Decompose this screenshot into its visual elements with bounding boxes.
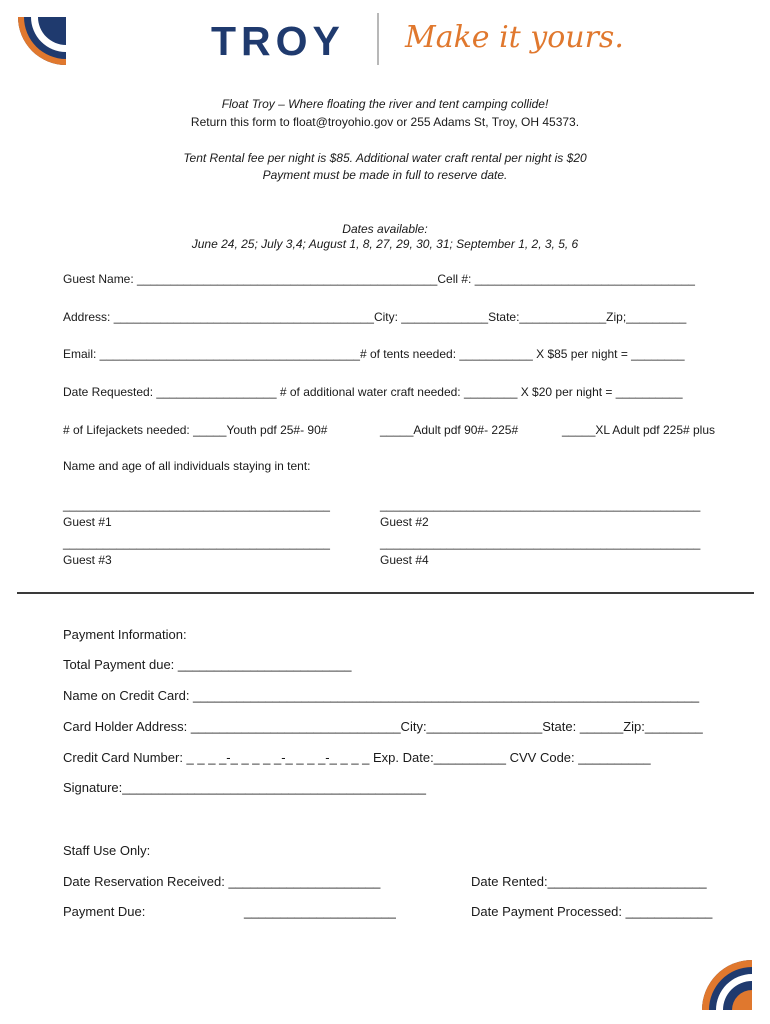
header-payment-note: Payment must be made in full to reserve date.	[262, 168, 508, 182]
date-reservation-received-field[interactable]: Date Reservation Received: _____________________	[63, 874, 381, 889]
guest-2-label: Guest #2	[380, 515, 429, 529]
name-on-card-field[interactable]: Name on Credit Card: ______________________________________________________________________	[63, 688, 700, 703]
payment-due-line[interactable]: _____________________	[244, 904, 396, 919]
staff-heading: Staff Use Only:	[63, 843, 151, 858]
guest-4-line[interactable]: ________________________________________________	[380, 536, 701, 550]
troy-corner-logo-icon	[18, 17, 66, 65]
payment-heading: Payment Information:	[63, 627, 187, 642]
lifejackets-adult-field[interactable]: _____Adult pdf 90#- 225#	[380, 423, 519, 437]
credit-card-number-field[interactable]: Credit Card Number: _ _ _ _-_ _ _ _ _-_ _ _ _-_ _ _ _ Exp. Date:__________ CVV Code: __________	[63, 750, 651, 765]
guest-1-line[interactable]: ________________________________________	[63, 498, 330, 512]
payment-due-label: Payment Due:	[63, 904, 146, 919]
lifejackets-xl-field[interactable]: _____XL Adult pdf 225# plus	[562, 423, 716, 437]
email-field[interactable]: Email: _______________________________________# of tents needed: ___________ X $85 per night = ________	[63, 347, 685, 361]
total-payment-field[interactable]: Total Payment due: ________________________	[63, 657, 352, 672]
lifejackets-youth-field[interactable]: # of Lifejackets needed: _____Youth pdf 25#- 90#	[63, 423, 328, 437]
tagline: Make it yours.	[405, 20, 624, 55]
header-return-address: Return this form to float@troyohio.gov or 255 Adams St, Troy, OH 45373.	[190, 115, 580, 129]
guest-name-field[interactable]: Guest Name: _____________________________________________Cell #: _________________________________	[63, 272, 695, 286]
guest-3-line[interactable]: ________________________________________	[63, 536, 330, 550]
individuals-label: Name and age of all individuals staying in tent:	[63, 459, 311, 473]
card-holder-address-field[interactable]: Card Holder Address: _____________________________City:________________State: ______Zip:________	[63, 719, 703, 734]
logo-separator	[377, 13, 379, 65]
dates-heading: Dates available:	[342, 222, 428, 236]
guest-2-line[interactable]: ________________________________________________	[380, 498, 701, 512]
troy-corner-logo-icon-bottom	[702, 960, 752, 1010]
date-requested-field[interactable]: Date Requested: __________________ # of additional water craft needed: ________ X $20 per night = __________	[63, 385, 683, 399]
guest-4-label: Guest #4	[380, 553, 429, 567]
date-payment-processed-field[interactable]: Date Payment Processed: ____________	[471, 904, 713, 919]
dates-list: June 24, 25; July 3,4; August 1, 8, 27, 29, 30, 31; September 1, 2, 3, 5, 6	[191, 237, 579, 251]
section-divider	[17, 592, 754, 594]
header-fees: Tent Rental fee per night is $85. Additional water craft rental per night is $20	[183, 151, 587, 165]
troy-logo-wordmark: TROY	[211, 18, 345, 64]
date-rented-field[interactable]: Date Rented:______________________	[471, 874, 707, 889]
header-title: Float Troy – Where floating the river and tent camping collide!	[221, 97, 549, 111]
address-field[interactable]: Address: _______________________________________City: _____________State:_____________Zip;_________	[63, 310, 687, 324]
guest-3-label: Guest #3	[63, 553, 112, 567]
guest-1-label: Guest #1	[63, 515, 112, 529]
signature-field[interactable]: Signature:__________________________________________	[63, 780, 426, 795]
